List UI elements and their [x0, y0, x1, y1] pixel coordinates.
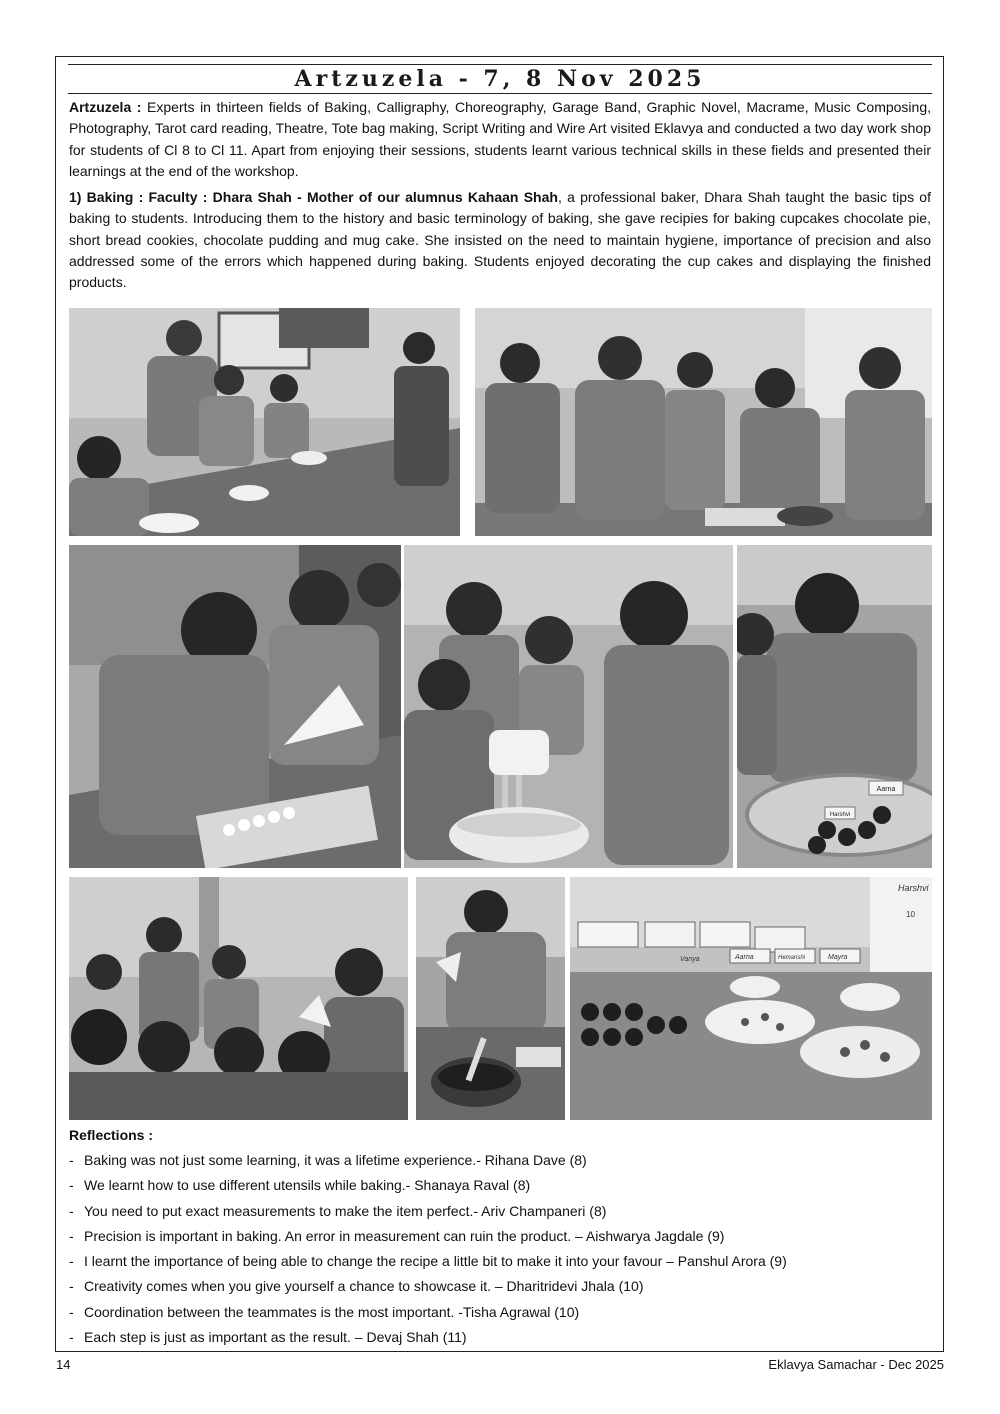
photo-girls-chopping: [475, 308, 932, 536]
photo-teacher-demonstration: [69, 877, 408, 1120]
reflection-item: - You need to put exact measurements to make the item perfect.- Ariv Champaneri (8): [69, 1202, 607, 1219]
reflection-item: - I learnt the importance of being able to change the recipe a little bit to make it into your favour – Panshul Arora (9): [69, 1253, 787, 1270]
intro-label: Artzuzela :: [69, 99, 142, 115]
baking-label: 1) Baking : Faculty : Dhara Shah - Mother of our alumnus Kahaan Shah: [69, 189, 558, 205]
baking-paragraph: [69, 187, 931, 293]
board-label-number: 10: [906, 910, 915, 919]
photo-hand-mixer: [404, 545, 733, 868]
photo-piping-cream: [69, 545, 401, 868]
card-label-1: Aarna: [876, 786, 896, 793]
page-title: Artzuzela - 7, 8 Nov 2025: [68, 64, 932, 94]
card-label-6: Mayra: [828, 954, 848, 961]
reflection-item: - We learnt how to use different utensils while baking.- Shanaya Raval (8): [69, 1177, 531, 1194]
card-label-3: Vanya: [680, 956, 700, 963]
intro-text: Experts in thirteen fields of Baking, Calligraphy, Choreography, Garage Band, Graphic Novel, Macrame, Music Composing, Photography, Tarot card reading, Theatre, Tote bag making, Script Writing and Wire Art visited Eklavya and conducted a two day work shop for students of Cl 8 to Cl 11. Apart from enjoying their sessions, students learnt various technical skills in these fields and presented their learnings at the end of the workshop.: [69, 99, 931, 179]
card-label-4: Aarna: [735, 954, 754, 961]
reflection-item: - Baking was not just some learning, it was a lifetime experience.- Rihana Dave (8): [69, 1152, 587, 1168]
photo-decorating-tray: [737, 545, 932, 868]
reflections-heading: Reflections :: [69, 1127, 154, 1143]
reflection-item: - Precision is important in baking. An error in measurement can ruin the product. – Aishwarya Jagdale (9): [69, 1227, 725, 1244]
reflections-list: [69, 1150, 931, 1352]
page-number: 14: [56, 1357, 71, 1372]
photo-baked-goods-display: [570, 877, 932, 1120]
intro-paragraph: [69, 97, 931, 182]
board-label-name: Harshvi: [898, 883, 929, 893]
reflection-item: - Each step is just as important as the result. – Devaj Shah (11): [69, 1329, 467, 1346]
card-label-5: Hemanshi: [778, 955, 806, 961]
reflection-item: - Creativity comes when you give yourself a chance to showcase it. – Dharitridevi Jhala (10): [69, 1278, 644, 1295]
photo-teacher-with-students: [69, 308, 460, 536]
baking-text: , a professional baker, Dhara Shah taught the basic tips of baking to students. Introducing them to the history and basic terminology of baking, she gave recipies for baking cupcakes chocolate pie, short bread cookies, chocolate pudding and mug cake. She insisted on the need to maintain hygiene, importance of precision and also addressed some of the errors which happened during baking. Students enjoyed decorating the cup cakes and displaying the finished products.: [69, 189, 931, 291]
reflection-item: - Coordination between the teammates is the most important. -Tisha Agrawal (10): [69, 1303, 580, 1320]
photo-girl-piping-bowl: [416, 877, 565, 1120]
publication-name: Eklavya Samachar - Dec 2025: [768, 1357, 944, 1372]
card-label-2: Harshvi: [829, 812, 851, 818]
